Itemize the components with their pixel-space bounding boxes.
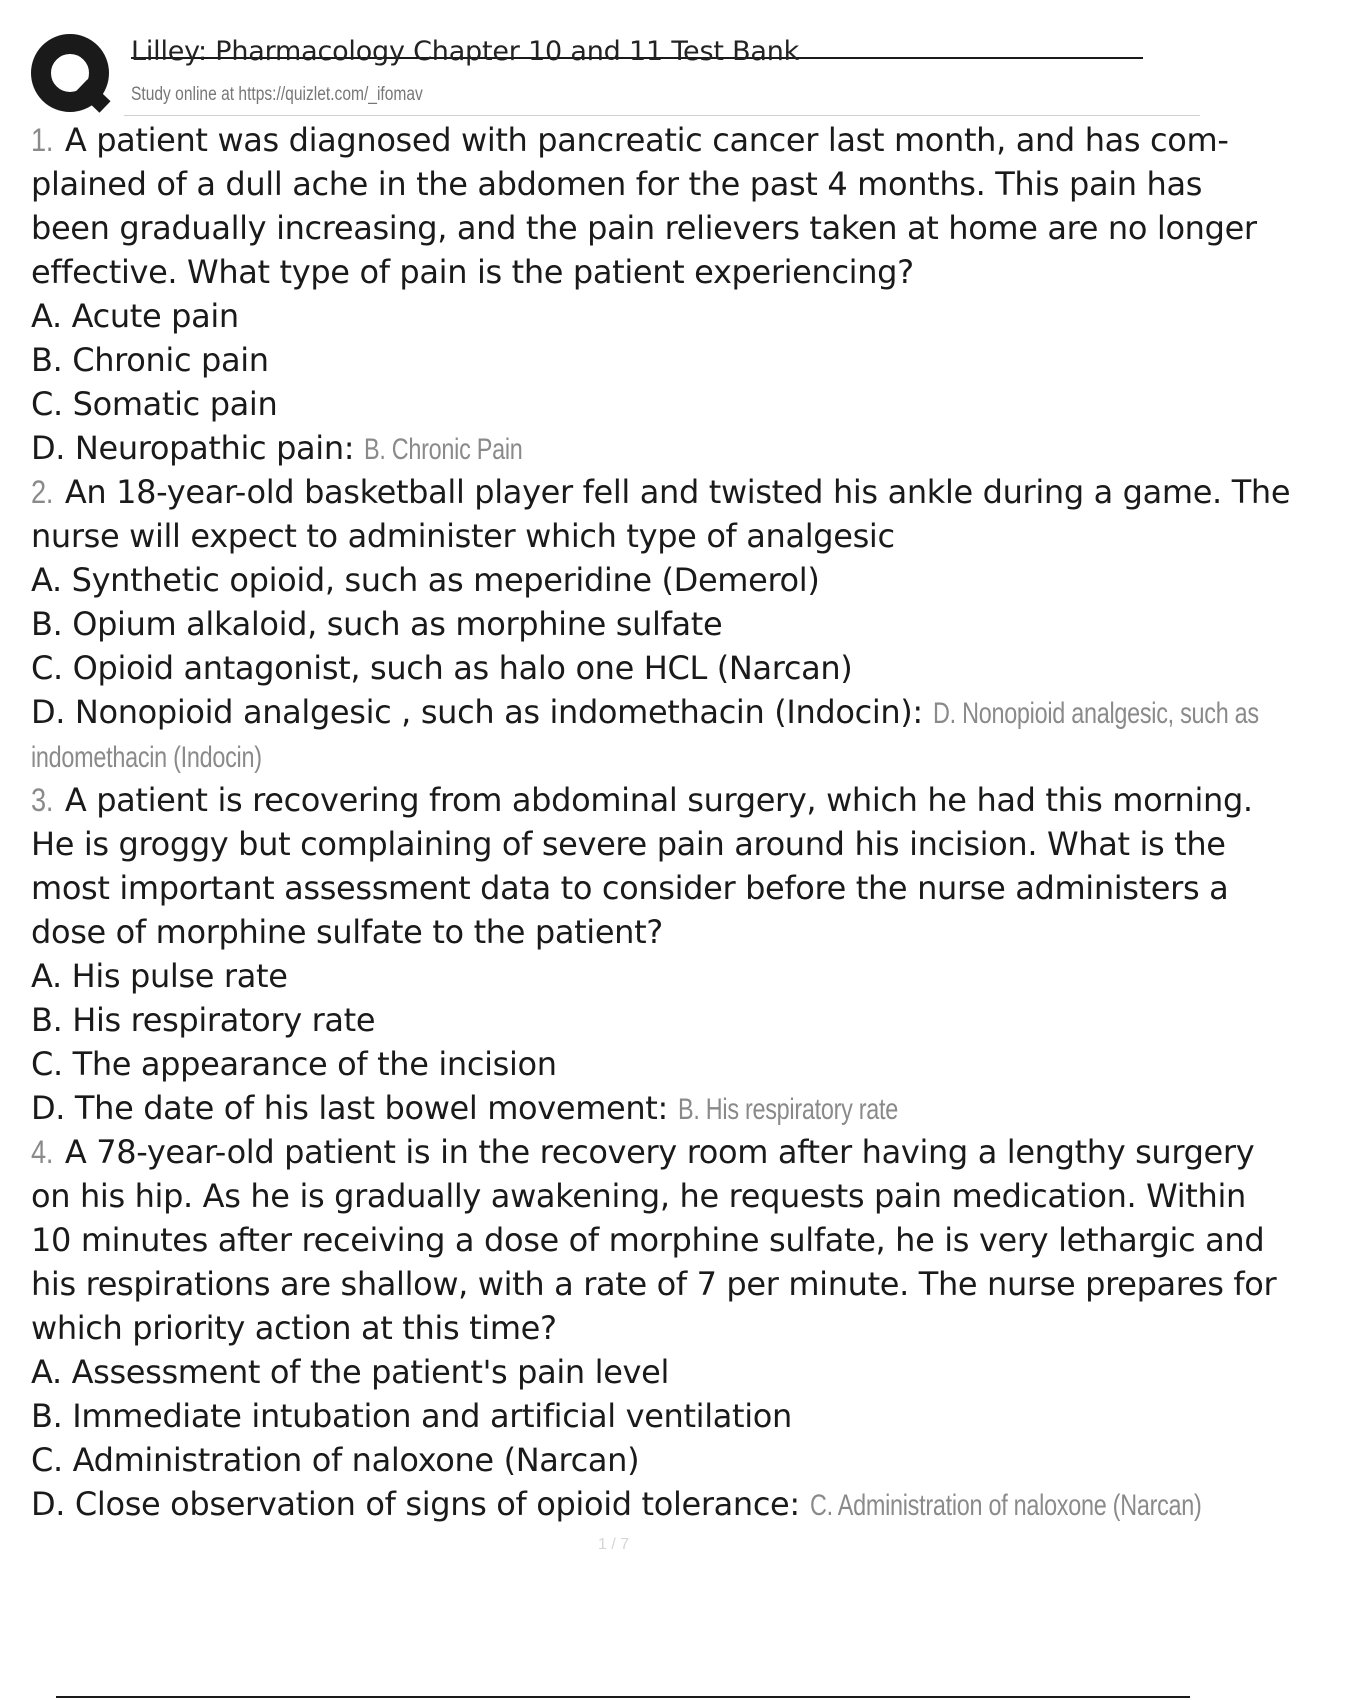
answer-text-continued: indomethacin (Indocin) — [31, 741, 262, 774]
question-3 — [31, 778, 1253, 1130]
answer-text: C. Administration of naloxone (Narcan) — [809, 1489, 1202, 1522]
question-number: 3. — [31, 782, 54, 818]
question-number: 2. — [31, 474, 54, 510]
option-d: D. Nonopioid analgesic , such as indomethacin (Indocin): — [31, 693, 923, 731]
option-d: D. The date of his last bowel movement: — [31, 1089, 668, 1127]
question-list — [31, 118, 1291, 1526]
answer-text: B. His respiratory rate — [677, 1093, 898, 1126]
question-text: A patient is recovering from abdominal surgery, which he had this morning. — [64, 781, 1253, 819]
option-d: D. Neuropathic pain: — [31, 429, 355, 467]
question-line: his respirations are shallow, with a rate of 7 per minute. The nurse prepares for — [31, 1265, 1277, 1303]
question-line: 10 minutes after receiving a dose of morphine sulfate, he is very lethargic and — [31, 1221, 1265, 1259]
study-online-link[interactable]: Study online at https://quizlet.com/_ifomav — [131, 84, 423, 105]
footer-divider — [56, 1696, 1190, 1698]
question-line: nurse will expect to administer which type of analgesic — [31, 517, 895, 555]
question-line — [31, 470, 1291, 514]
option-d-line — [31, 690, 1259, 734]
question-line — [31, 1130, 1255, 1174]
option-b: B. His respiratory rate — [31, 1001, 376, 1039]
option-a: A. Assessment of the patient's pain level — [31, 1353, 670, 1391]
question-line: plained of a dull ache in the abdomen for the past 4 months. This pain has — [31, 165, 1203, 203]
question-text: A 78-year-old patient is in the recovery room after having a lengthy surgery — [64, 1133, 1255, 1171]
option-c: C. Administration of naloxone (Narcan) — [31, 1441, 640, 1479]
option-b: B. Chronic pain — [31, 341, 269, 379]
answer-text: B. Chronic Pain — [364, 433, 523, 466]
option-d-line — [31, 1482, 1200, 1526]
option-d-line — [31, 1086, 1200, 1130]
question-number: 4. — [31, 1134, 54, 1170]
answer-continuation-line — [31, 734, 1200, 778]
page-number: 1 / 7 — [598, 1536, 630, 1553]
option-b: B. Immediate intubation and artificial ventilation — [31, 1397, 792, 1435]
question-line: on his hip. As he is gradually awakening, he requests pain medication. Within — [31, 1177, 1246, 1215]
header-divider — [124, 115, 1200, 116]
question-line: dose of morphine sulfate to the patient? — [31, 913, 663, 951]
question-4 — [31, 1130, 1277, 1526]
question-line — [31, 778, 1253, 822]
question-number: 1. — [31, 122, 54, 158]
option-a: A. Acute pain — [31, 297, 239, 335]
document-title: Lilley: Pharmacology Chapter 10 and 11 Test Bank — [131, 36, 800, 67]
option-a: A. Synthetic opioid, such as meperidine (Demerol) — [31, 561, 820, 599]
option-b: B. Opium alkaloid, such as morphine sulfate — [31, 605, 723, 643]
question-2 — [31, 470, 1291, 778]
option-a: A. His pulse rate — [31, 957, 288, 995]
question-line: He is groggy but complaining of severe pain around his incision. What is the — [31, 825, 1226, 863]
question-line: which priority action at this time? — [31, 1309, 557, 1347]
question-line: most important assessment data to consider before the nurse administers a — [31, 869, 1229, 907]
answer-text: D. Nonopioid analgesic, such as — [932, 697, 1259, 730]
option-c: C. The appearance of the incision — [31, 1045, 557, 1083]
question-text: A patient was diagnosed with pancreatic cancer last month, and has com- — [64, 121, 1229, 159]
option-d: D. Close observation of signs of opioid tolerance: — [31, 1485, 800, 1523]
question-line: effective. What type of pain is the patient experiencing? — [31, 253, 914, 291]
question-line — [31, 118, 1229, 162]
option-c: C. Somatic pain — [31, 385, 278, 423]
quizlet-logo-icon — [30, 33, 112, 115]
question-text: An 18-year-old basketball player fell and twisted his ankle during a game. The — [64, 473, 1291, 511]
question-1 — [31, 118, 1257, 470]
option-d-line — [31, 426, 1200, 470]
question-line: been gradually increasing, and the pain relievers taken at home are no longer — [31, 209, 1257, 247]
option-c: C. Opioid antagonist, such as halo one HCL (Narcan) — [31, 649, 853, 687]
